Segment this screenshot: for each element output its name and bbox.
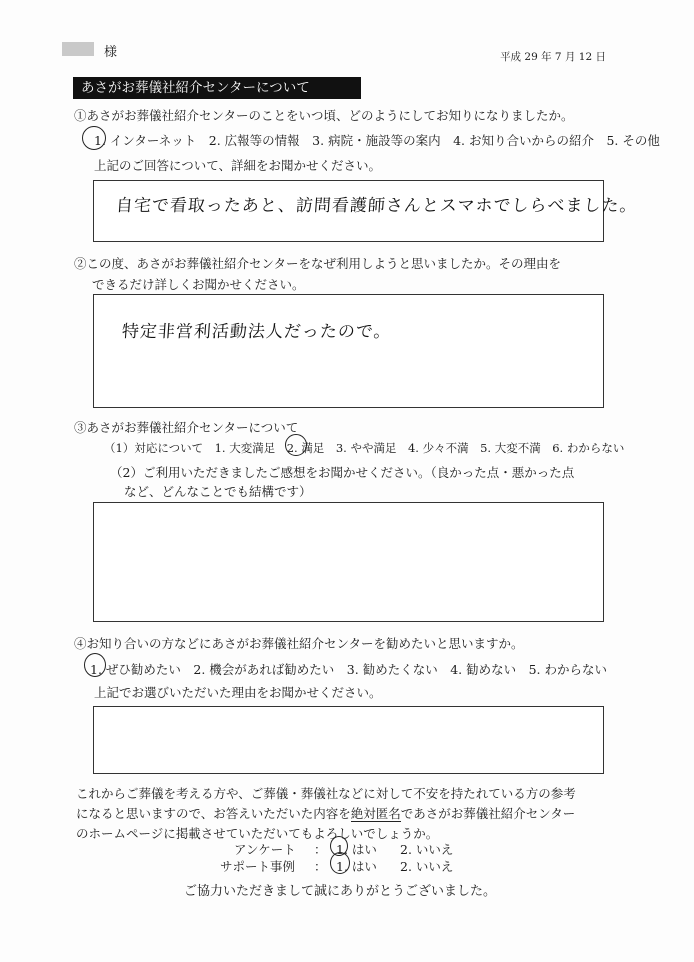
consent-line3: のホームページに掲載させていただいてもよろしいでしょうか。 (76, 826, 439, 841)
consent-row-case-no[interactable]: 2. いいえ (400, 859, 454, 874)
consent-row-case-yes[interactable]: 1. はい (336, 859, 377, 874)
redacted-name (62, 42, 94, 56)
consent-row-case-label: サポート事例 (220, 859, 296, 874)
q3-answer-box[interactable] (93, 502, 604, 622)
anonymous-emphasis: 絶対匿名 (350, 806, 401, 821)
q4-answer-box[interactable] (93, 706, 604, 774)
q3-selection-circle (285, 434, 307, 456)
q2-answer-box[interactable] (93, 294, 604, 408)
section-banner: あさがお葬儀社紹介センターについて (73, 77, 361, 99)
q1-detail-prompt: 上記のご回答について、詳細をお聞かせください。 (94, 158, 382, 173)
document-date: 平成 29 年 7 月 12 日 (500, 51, 606, 63)
q1-handwritten-answer: 自宅で看取ったあと、訪問看護師さんとスマホでしらべました。 (115, 196, 639, 216)
closing-message: ご協力いただきまして誠にありがとうございました。 (184, 884, 497, 899)
consent-case-circle (330, 852, 350, 874)
consent-line2: になると思いますので、お答えいただいた内容を絶対匿名であさがお葬儀社紹介センター (76, 806, 576, 821)
consent-row-survey-label: アンケート (234, 842, 296, 857)
q1-selection-circle (82, 126, 106, 150)
q4-question: ④お知り合いの方などにあさがお葬儀社紹介センターを勧めたいと思いますか。 (74, 636, 524, 651)
q3-question: ③あさがお葬儀社紹介センターについて (74, 420, 299, 435)
q4-detail-prompt: 上記でお選びいただいた理由をお聞かせください。 (94, 685, 382, 700)
honorific: 様 (104, 45, 118, 60)
q2-handwritten-answer: 特定非営利活動法人だったので。 (121, 322, 393, 342)
q2-question-line1: ②この度、あさがお葬儀社紹介センターをなぜ利用しようと思いましたか。その理由を (74, 256, 562, 271)
q3-sub1-options: （1）対応について 1. 大変満足 2. 満足 3. やや満足 4. 少々不満 5. 大変不満 6. わからない (104, 441, 625, 455)
consent-row-survey-yes[interactable]: 1. はい (336, 842, 377, 857)
q4-options: 1. ぜひ勧めたい 2. 機会があれば勧めたい 3. 勧めたくない 4. 勧めない 5. わからない (90, 662, 607, 677)
q2-question-line2: できるだけ詳しくお聞かせください。 (92, 277, 305, 292)
q1-options: 1. インターネット 2. 広報等の情報 3. 病院・施設等の案内 4. お知り合いからの紹介 5. その他 (94, 133, 660, 148)
q3-sub2-line1: （2）ご利用いただきましたご感想をお聞かせください。（良かった点・悪かった点 (110, 465, 575, 480)
q3-sub2-line2: など、どんなことでも結構です） (124, 484, 312, 499)
consent-row-survey-no[interactable]: 2. いいえ (400, 842, 454, 857)
q4-selection-circle (84, 653, 106, 677)
consent-row-survey-colon: ： (314, 842, 327, 857)
consent-line1: これからご葬儀を考える方や、ご葬儀・葬儀社などに対して不安を持たれている方の参考 (76, 786, 576, 801)
consent-row-case-colon: ： (314, 859, 327, 874)
q1-question: ①あさがお葬儀社紹介センターのことをいつ頃、どのようにしてお知りになりましたか。 (74, 108, 574, 123)
q1-answer-box[interactable] (93, 180, 639, 242)
